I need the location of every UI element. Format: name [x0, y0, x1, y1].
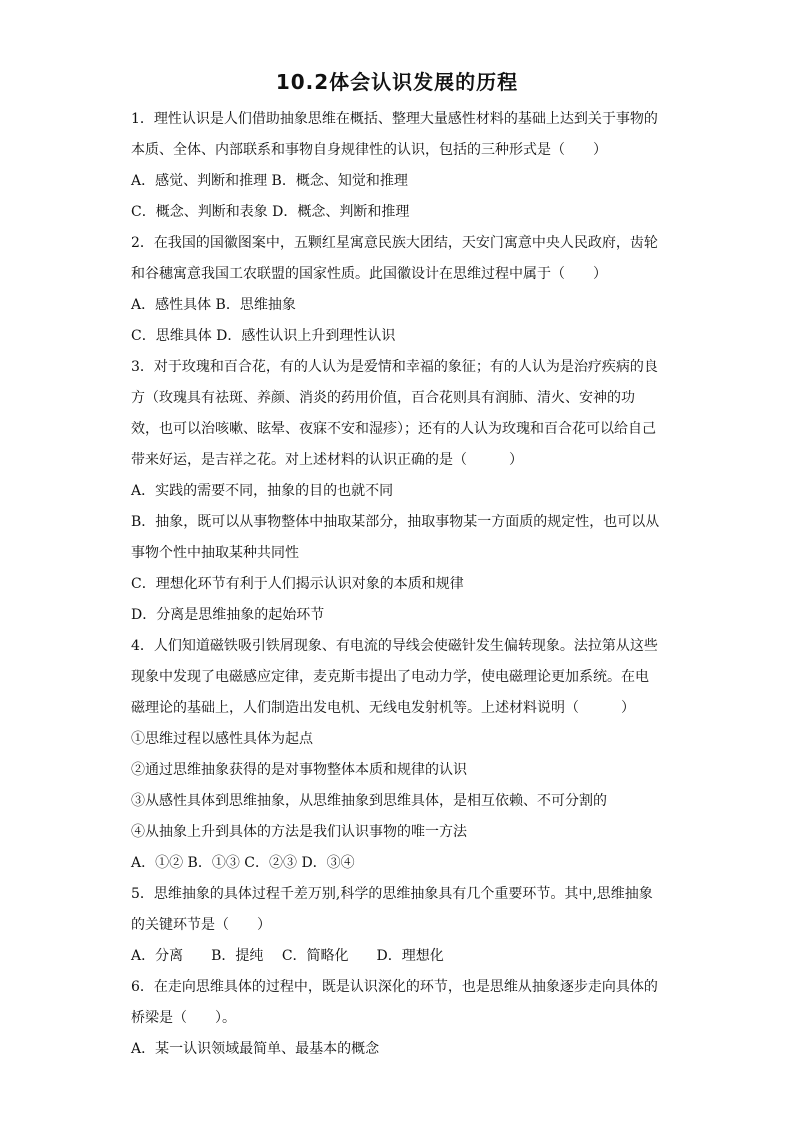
- text-line: 6．在走向思维具体的过程中，既是认识深化的环节，也是思维从抽象逐步走向具体的: [131, 979, 658, 995]
- text-line: A．①② B．①③ C．②③ D．③④: [131, 855, 355, 871]
- text-line: 和谷穗寓意我国工农联盟的国家性质。此国徽设计在思维过程中属于（ ）: [131, 266, 607, 282]
- text-line: 效，也可以治咳嗽、眩晕、夜寐不安和湿疹）；还有的人认为玫瑰和百合花可以给自己: [131, 421, 656, 437]
- page-title: 10.2体会认识发展的历程: [275, 70, 519, 94]
- text-line: 1．理性认识是人们借助抽象思维在概括、整理大量感性材料的基础上达到关于事物的: [131, 111, 658, 127]
- text-line: C．思维具体 D．感性认识上升到理性认识: [131, 328, 396, 344]
- text-line: 磁理论的基础上，人们制造出发电机、无线电发射机等。上述材料说明（ ）: [131, 700, 635, 716]
- text-line: 桥梁是（ ）。: [131, 1010, 236, 1026]
- text-line: 2．在我国的国徽图案中，五颗红星寓意民族大团结，天安门寓意中央人民政府，齿轮: [131, 235, 658, 251]
- text-line: 本质、全体、内部联系和事物自身规律性的认识，包括的三种形式是（ ）: [131, 142, 607, 158]
- text-line: 带来好运，是吉祥之花。对上述材料的认识正确的是（ ）: [131, 452, 523, 468]
- document-body: [131, 104, 666, 1065]
- text-line: 的关键环节是（ ）: [131, 917, 271, 933]
- text-line: A．实践的需要不同，抽象的目的也就不同: [131, 483, 394, 499]
- text-line: D．分离是思维抽象的起始环节: [131, 607, 325, 623]
- text-line: 事物个性中抽取某种共同性: [131, 545, 299, 561]
- text-line: 现象中发现了电磁感应定律，麦克斯韦提出了电动力学，使电磁理论更加系统。在电: [131, 669, 649, 685]
- text-line: A．感觉、判断和推理 B．概念、知觉和推理: [131, 173, 408, 189]
- text-line: B．抽象，既可以从事物整体中抽取某部分，抽取事物某一方面质的规定性，也可以从: [131, 514, 660, 530]
- text-line: 5．思维抽象的具体过程千差万别,科学的思维抽象具有几个重要环节。其中,思维抽象: [131, 886, 653, 902]
- text-line: A．分离 B．提纯 C．简略化 D．理想化: [131, 948, 444, 964]
- text-line: A．感性具体 B．思维抽象: [131, 297, 296, 313]
- text-line: C．概念、判断和表象 D．概念、判断和推理: [131, 204, 410, 220]
- text-line: ②通过思维抽象获得的是对事物整体本质和规律的认识: [131, 762, 467, 778]
- text-line: 方（玫瑰具有祛斑、养颜、消炎的药用价值，百合花则具有润肺、清火、安神的功: [131, 390, 635, 406]
- text-line: 4．人们知道磁铁吸引铁屑现象、有电流的导线会使磁针发生偏转现象。法拉第从这些: [131, 638, 658, 654]
- text-line: ④从抽象上升到具体的方法是我们认识事物的唯一方法: [131, 824, 467, 840]
- text-line: A．某一认识领域最简单、最基本的概念: [131, 1041, 380, 1057]
- text-line: ③从感性具体到思维抽象，从思维抽象到思维具体，是相互依赖、不可分割的: [131, 793, 607, 809]
- text-line: C．理想化环节有利于人们揭示认识对象的本质和规律: [131, 576, 464, 592]
- text-line: 3．对于玫瑰和百合花，有的人认为是爱情和幸福的象征；有的人认为是治疗疾病的良: [131, 359, 658, 375]
- text-line: ①思维过程以感性具体为起点: [131, 731, 313, 747]
